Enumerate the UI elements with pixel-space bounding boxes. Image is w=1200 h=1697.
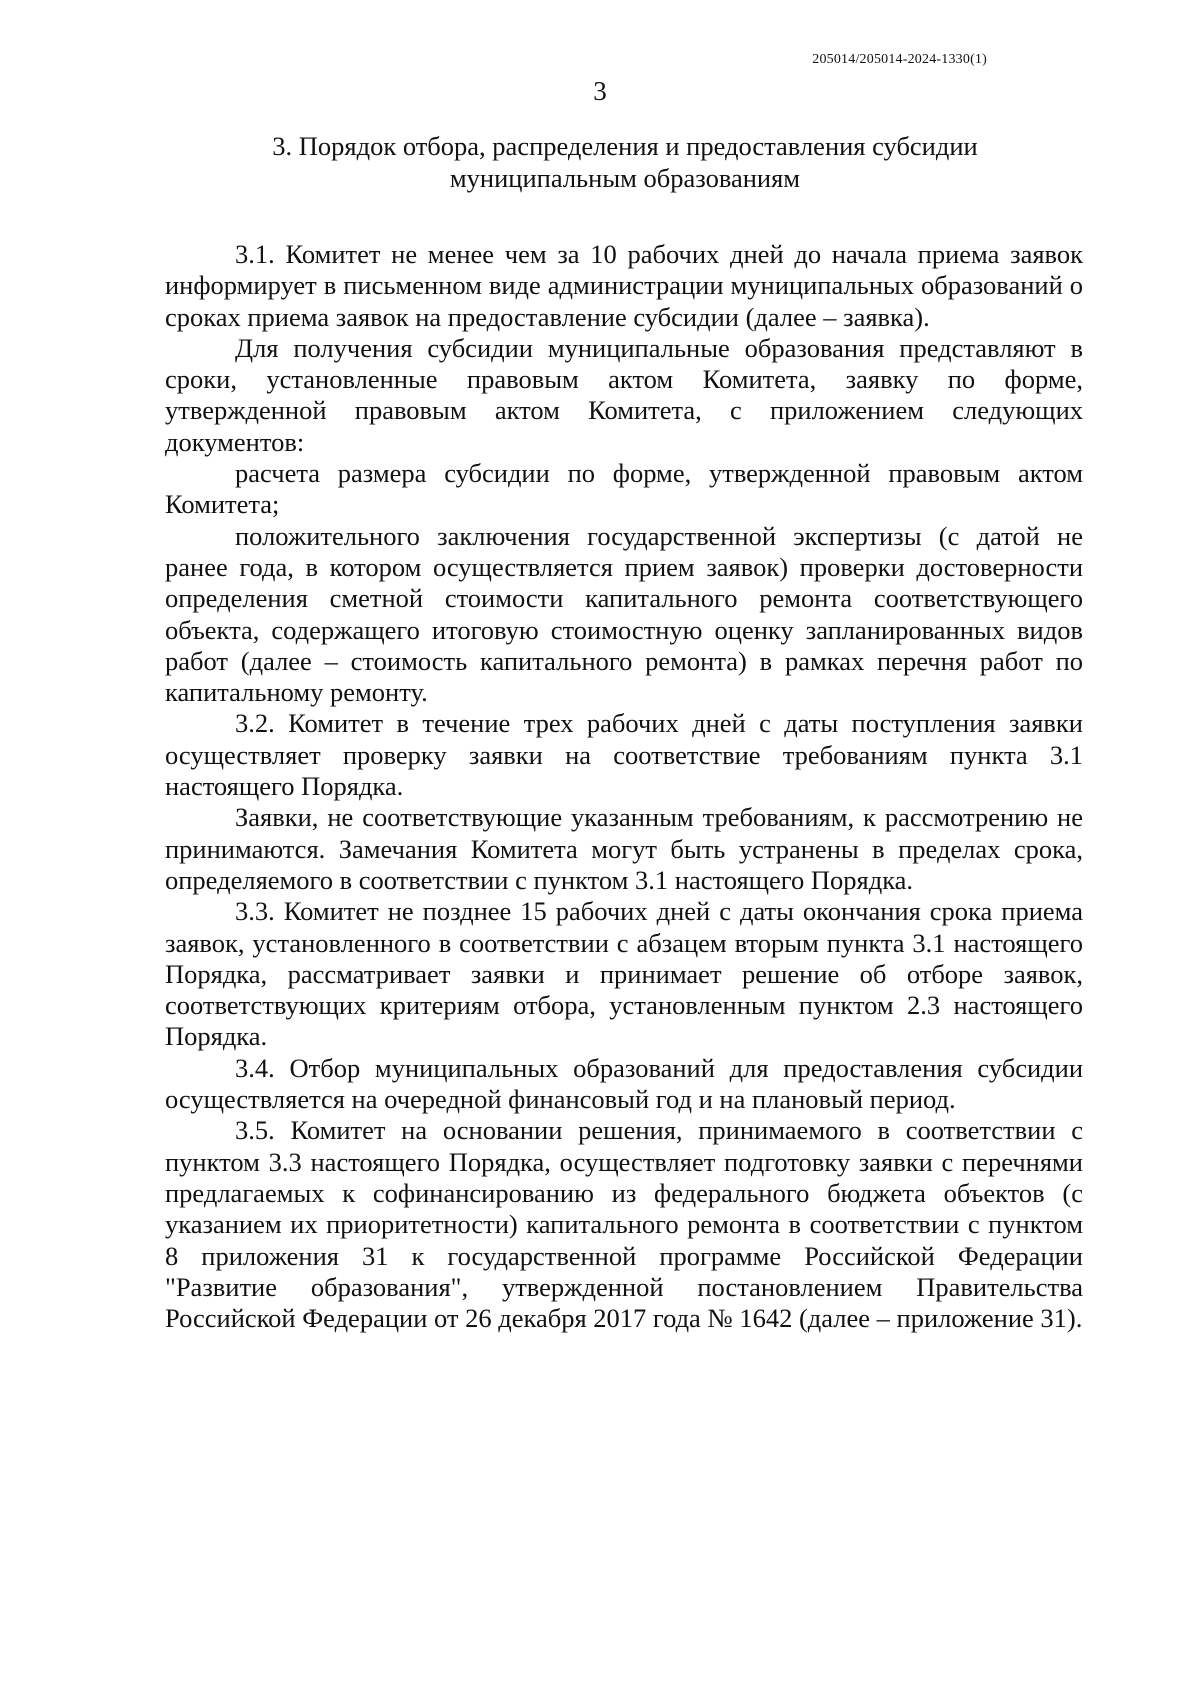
paragraph-3-2: 3.2. Комитет в течение трех рабочих дней с даты поступления заявки осуществляет проверку заявки на соответствие требованиям пункта 3.1 настоящего Порядка.: [165, 708, 1083, 802]
paragraph-3-3: 3.3. Комитет не позднее 15 рабочих дней с даты окончания срока приема заявок, установленного в соответствии с абзацем вторым пункта 3.1 настоящего Порядка, рассматривает заявки и принимает решение об отборе заявок, соответствующих критериям отбора, установленным пунктом 2.3 настоящего Порядка.: [165, 896, 1083, 1052]
section-title: [160, 130, 1090, 194]
paragraph-expertise: положительного заключения государственной экспертизы (с датой не ранее года, в котором осуществляется прием заявок) проверки достоверности определения сметной стоимости капитального ремонта соответствующего объекта, содержащего итоговую стоимостную оценку запланированных видов работ (далее – стоимость капитального ремонта) в рамках перечня работ по капитальному ремонту.: [165, 520, 1083, 708]
body-text: [165, 239, 1083, 1334]
paragraph-3-4: 3.4. Отбор муниципальных образований для предоставления субсидии осуществляется на очередной финансовый год и на плановый период.: [165, 1052, 1083, 1115]
section-title-line-1: 3. Порядок отбора, распределения и предоставления субсидии: [272, 131, 978, 161]
paragraph-calculation: расчета размера субсидии по форме, утвержденной правовым актом Комитета;: [165, 458, 1083, 520]
page-number: 3: [593, 76, 607, 106]
document-id: 205014/205014-2024-1330(1): [812, 52, 987, 67]
paragraph-3-5: 3.5. Комитет на основании решения, принимаемого в соответствии с пунктом 3.3 настоящего Порядка, осуществляет подготовку заявки с перечнями предлагаемых к софинансированию из федерального бюджета объектов (с указанием их приоритетности) капитального ремонта в соответствии с пунктом 8 приложения 31 к государственной программе Российской Федерации "Развитие образования", утвержденной постановлением Правительства Российской Федерации от 26 декабря 2017 года № 1642 (далее – приложение 31).: [165, 1115, 1083, 1334]
paragraph-rejection: Заявки, не соответствующие указанным требованиям, к рассмотрению не принимаются. Замечания Комитета могут быть устранены в пределах срока, определяемого в соответствии с пунктом 3.1 настоящего Порядка.: [165, 802, 1083, 895]
paragraph-3-1: 3.1. Комитет не менее чем за 10 рабочих дней до начала приема заявок информирует в письменном виде администрации муниципальных образований о сроках приема заявок на предоставление субсидии (далее – заявка).: [165, 239, 1083, 332]
section-title-line-2: муниципальным образованиям: [449, 163, 801, 193]
paragraph-submission: Для получения субсидии муниципальные образования представляют в сроки, установленные правовым актом Комитета, заявку по форме, утвержденной правовым актом Комитета, с приложением следующих документов:: [165, 332, 1083, 457]
